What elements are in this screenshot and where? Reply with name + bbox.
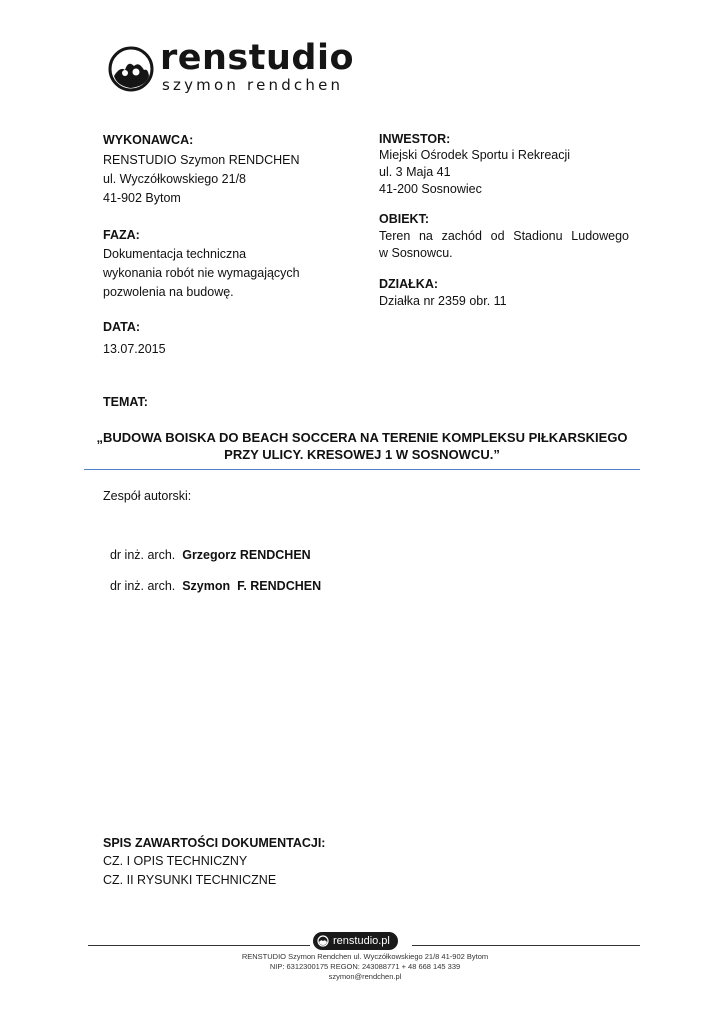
title-divider: [84, 469, 640, 470]
inwestor-line: 41-200 Sosnowiec: [379, 182, 482, 196]
footer-address: RENSTUDIO Szymon Rendchen ul. Wyczółkowskiego 21/8 41-902 Bytom: [241, 952, 489, 961]
company-logo: [108, 38, 354, 100]
footer-brand-badge: [313, 932, 398, 950]
faza-line: wykonania robót nie wymagających: [103, 266, 300, 280]
author-title: dr inż. arch.: [109, 548, 176, 562]
spis-item: CZ. II RYSUNKI TECHNICZNE: [103, 873, 277, 887]
spis-item: CZ. I OPIS TECHNICZNY: [103, 854, 248, 868]
inwestor-line: Miejski Ośrodek Sportu i Rekreacji: [379, 148, 571, 162]
footer-ids: NIP: 6312300175 REGON: 243088771 + 48 668 145 339: [269, 962, 461, 971]
faza-line: Dokumentacja techniczna: [103, 247, 247, 261]
logo-subtitle: szymon rendchen: [162, 76, 344, 94]
inwestor-line: ul. 3 Maja 41: [379, 165, 451, 179]
footer-email: szymon@rendchen.pl: [328, 972, 402, 981]
wykonawca-line: 41-902 Bytom: [103, 191, 181, 205]
author-name: Szymon F. RENDCHEN: [182, 579, 322, 593]
spis-list: [103, 852, 276, 890]
spis-label: SPIS ZAWARTOŚCI DOKUMENTACJI:: [103, 836, 326, 850]
wykonawca-label: WYKONAWCA:: [103, 133, 194, 147]
title-line-1: „BUDOWA BOISKA DO BEACH SOCCERA NA TERENIE KOMPLEKSU PIŁKARSKIEGO: [96, 430, 628, 445]
obiekt-line: Teren na zachód od Stadionu Ludowego: [379, 229, 629, 243]
wykonawca-details: [103, 151, 300, 208]
footer-line-left: [88, 945, 310, 946]
faza-label: FAZA:: [103, 228, 140, 242]
author-title: dr inż. arch.: [109, 579, 176, 593]
temat-label: TEMAT:: [103, 395, 148, 409]
inwestor-details: [379, 147, 570, 198]
dzialka-label: DZIAŁKA:: [379, 277, 439, 291]
wykonawca-line: ul. Wyczółkowskiego 21/8: [103, 172, 247, 186]
data-label: DATA:: [103, 320, 141, 334]
title-line-2: PRZY ULICY. KRESOWEJ 1 W SOSNOWCU.”: [224, 447, 500, 462]
document-title: [84, 429, 640, 463]
inwestor-label: INWESTOR:: [379, 132, 451, 146]
faza-line: pozwolenia na budowę.: [103, 285, 234, 299]
obiekt-label: OBIEKT:: [379, 212, 429, 226]
footer-brand: renstudio.pl: [333, 935, 390, 947]
data-value: 13.07.2015: [103, 342, 166, 356]
logo-emblem-icon: [108, 46, 154, 92]
zespol-label: Zespół autorski:: [103, 489, 192, 503]
author-name: Grzegorz RENDCHEN: [182, 548, 311, 562]
dzialka-value: Działka nr 2359 obr. 11: [379, 294, 507, 308]
footer-line-right: [412, 945, 640, 946]
logo-wordmark: renstudio: [160, 38, 354, 78]
footer-logo-icon: [317, 935, 329, 947]
wykonawca-line: RENSTUDIO Szymon RENDCHEN: [103, 153, 300, 167]
obiekt-details: [379, 228, 629, 262]
footer-info: [160, 952, 570, 982]
author-row: [103, 558, 321, 596]
obiekt-line: w Sosnowcu.: [379, 246, 453, 260]
faza-details: [103, 245, 300, 302]
